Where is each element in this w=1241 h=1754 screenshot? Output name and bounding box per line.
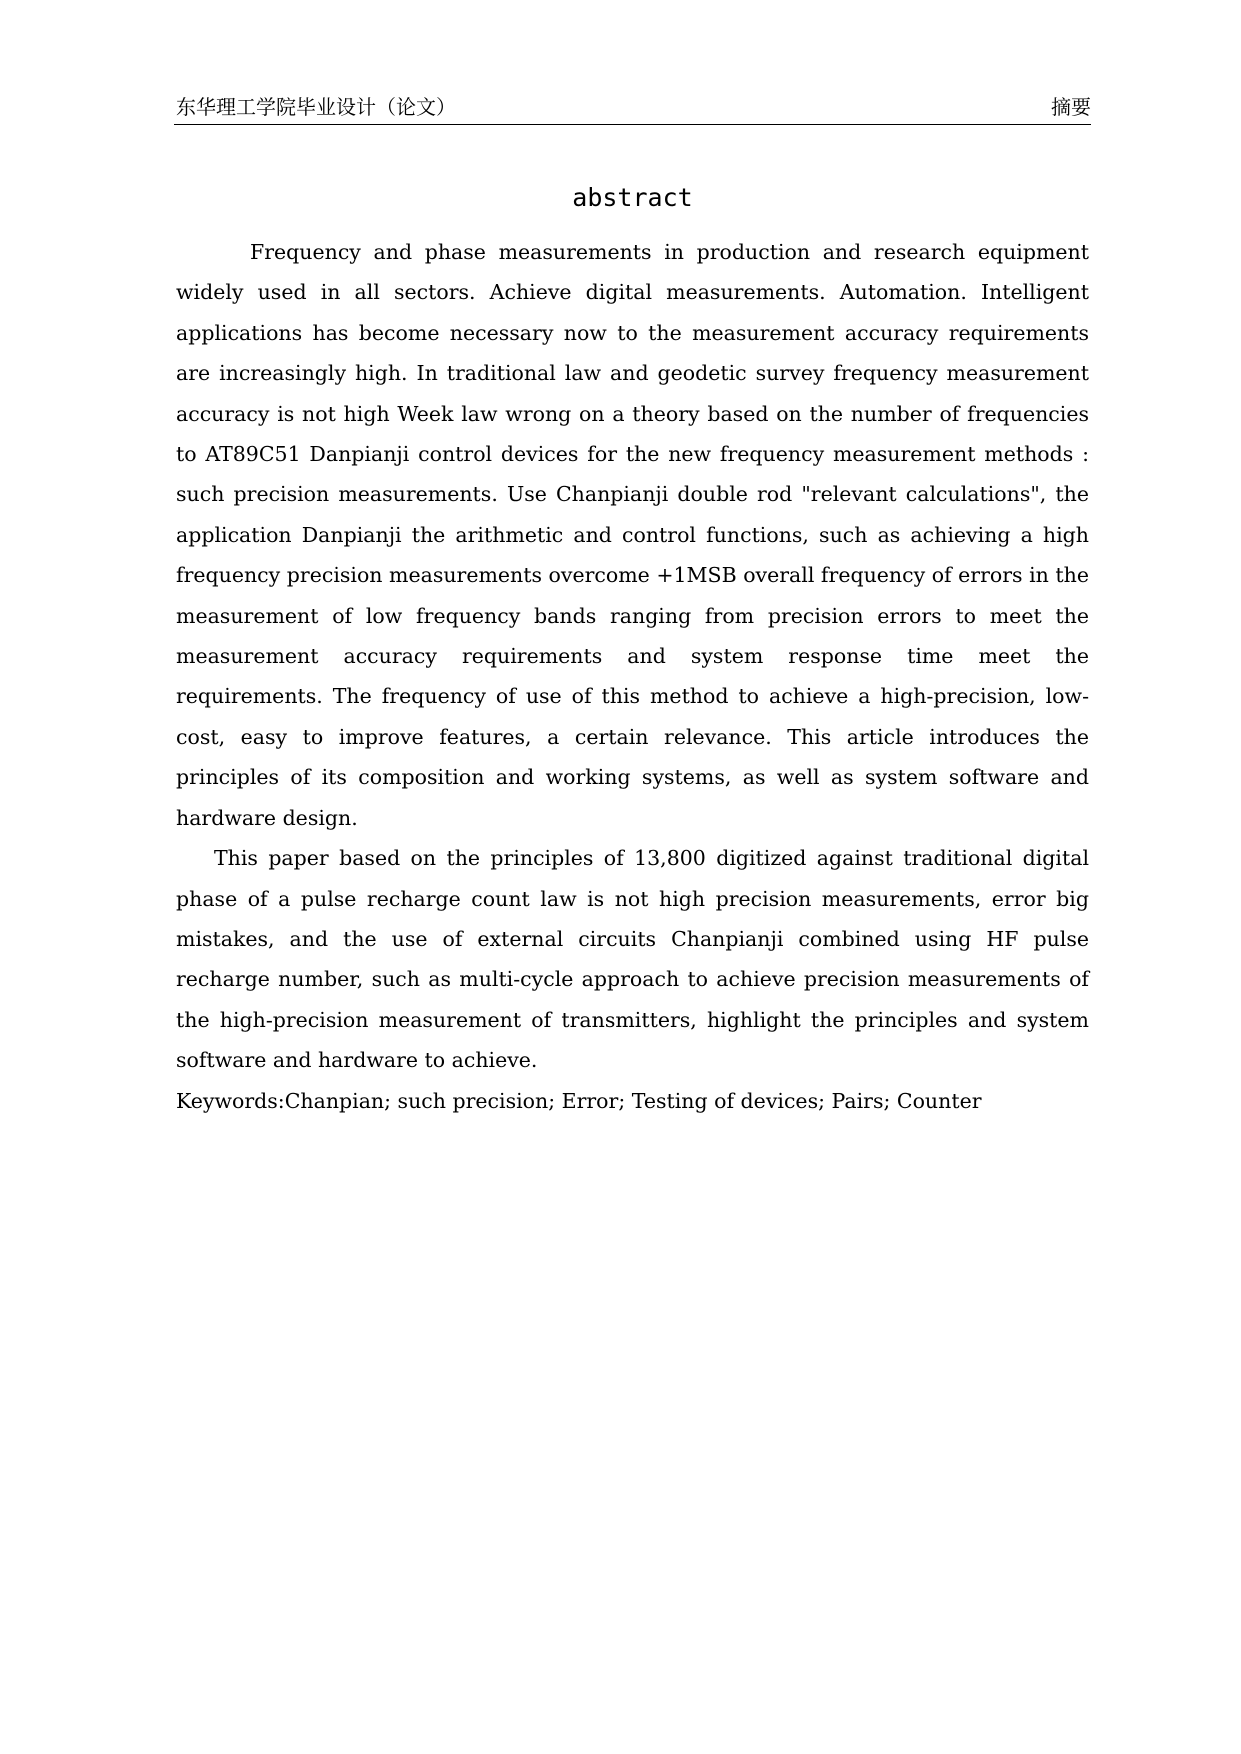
abstract-paragraph-2: This paper based on the principles of 13,800 digitized against traditional digital phase of a pulse recharge count law is not high precision measurements, error big mistakes, and the use of external circuits Chanpianji combined using HF pulse recharge number, such as multi-cycle approach to achieve precision measurements of the high-precision measurement of transmitters, highlight the principles and system software and hardware to achieve. [176,846,1089,1073]
abstract-heading: abstract [572,183,693,212]
keywords-line: Keywords:Chanpian; such precision; Error; Testing of devices; Pairs; Counter [176,1088,982,1113]
header-section-name: 摘要 [1051,95,1091,119]
abstract-paragraph-1: Frequency and phase measurements in production and research equipment widely used in all sectors. Achieve digital measurements. Automation. Intelligent applications has become necessary now to the measurement accuracy requirements are increasingly high. In traditional law and geodetic survey frequency measurement accuracy is not high Week law wrong on a theory based on the number of frequencies to AT89C51 Danpianji control devices for the new frequency measurement methods : such precision measurements. Use Chanpianji double rod "relevant calculations", the application Danpianji the arithmetic and control functions, such as achieving a high frequency precision measurements overcome +1MSB overall frequency of errors in the measurement of low frequency bands ranging from precision errors to meet the measurement accuracy requirements and system response time meet the requirements. The frequency of use of this method to achieve a high-precision, low-cost, easy to improve features, a certain relevance. This article introduces the principles of its composition and working systems, as well as system software and hardware design. [176,240,1089,830]
page-header [174,92,1091,122]
abstract-body [176,232,1089,1121]
header-thesis-title: 东华理工学院毕业设计（论文） [176,95,456,119]
header-divider [174,124,1091,125]
